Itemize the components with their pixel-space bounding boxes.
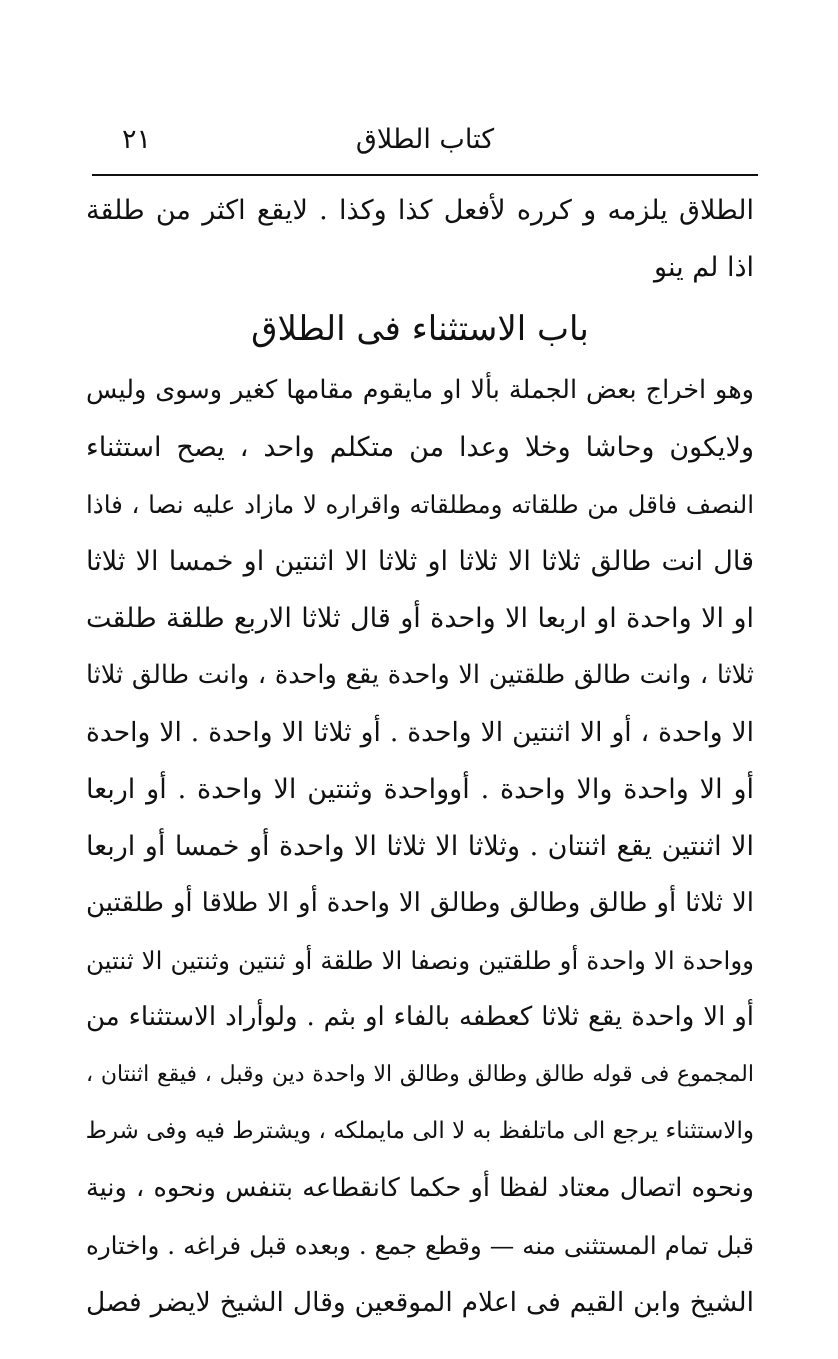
- text-line: او الا واحدة او اربعا الا واحدة أو قال ثلاثا الاربع طلقة طلقت: [86, 603, 754, 634]
- running-head: [92, 118, 758, 162]
- text-line: والاستثناء يرجع الى ماتلفظ به لا الى مايملكه ، ويشترط فيه وفى شرط: [86, 1118, 754, 1144]
- chapter-heading: باب الاستثناء فى الطلاق: [251, 309, 589, 349]
- text-line: قال انت طالق ثلاثا الا ثلاثا او ثلاثا الا اثنتين او خمسا الا ثلاثا: [86, 546, 754, 577]
- text-line: ونحوه اتصال معتاد لفظا أو حكما كانقطاعه بتنفس ونحوه ، ونية: [86, 1173, 754, 1203]
- text-line: أو الا واحدة والا واحدة . أوواحدة وثنتين الا واحدة . أو اربعا: [86, 774, 754, 805]
- text-line: ولايكون وحاشا وخلا وعدا من متكلم واحد ، يصح استثناء: [86, 432, 754, 463]
- text-line: الا واحدة ، أو الا اثنتين الا واحدة . أو ثلاثا الا واحدة . الا واحدة: [86, 717, 754, 748]
- text-line: الطلاق يلزمه و كرره لأفعل كذا وكذا . لايقع اكثر من طلقة: [86, 195, 754, 226]
- text-line: أو الا واحدة يقع ثلاثا كعطفه بالفاء او بثم . ولوأراد الاستثناء من: [86, 1002, 754, 1032]
- text-line: ثلاثا ، وانت طالق طلقتين الا واحدة يقع واحدة ، وانت طالق ثلاثا: [86, 660, 754, 690]
- text-line: وهو اخراج بعض الجملة بألا او مايقوم مقامها كغير وسوى وليس: [86, 375, 754, 405]
- text-line: قبل تمام المستثنى منه — وقطع جمع . وبعده قبل فراغه . واختاره: [86, 1231, 754, 1260]
- body-text: [86, 182, 754, 1331]
- text-line: المجموع فى قوله طالق وطالق وطالق الا واحدة دين وقبل ، فيقع اثنتان ،: [86, 1062, 754, 1087]
- header-rule: [92, 174, 758, 176]
- text-line: وواحدة الا واحدة أو طلقتين ونصفا الا طلقة أو ثنتين وثنتين الا ثنتين: [86, 946, 754, 975]
- text-line: اذا لم ينو: [654, 252, 754, 283]
- text-line: النصف فاقل من طلقاته ومطلقاته واقراره لا مازاد عليه نصا ، فاذا: [86, 490, 754, 519]
- text-line: الا ثلاثا أو طالق وطالق وطالق الا واحدة أو الا طلاقا أو طلقتين: [86, 888, 754, 918]
- running-title: كتاب الطلاق: [355, 124, 495, 155]
- page-number: ٢١: [122, 124, 152, 155]
- text-line: الشيخ وابن القيم فى اعلام الموقعين وقال الشيخ لايضر فصل: [86, 1287, 754, 1318]
- text-line: الا اثنتين يقع اثنتان . وثلاثا الا ثلاثا الا واحدة أو خمسا أو اربعا: [86, 831, 754, 862]
